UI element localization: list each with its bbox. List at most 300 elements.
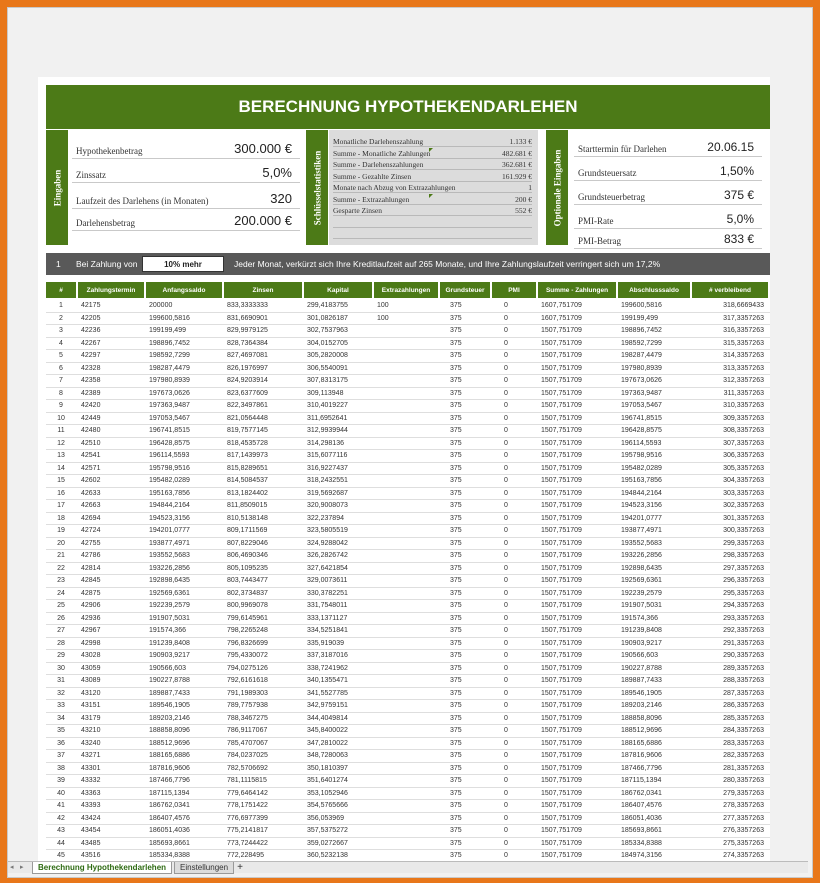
table-cell[interactable]: 1507,751709 xyxy=(541,689,582,697)
table-cell[interactable]: 292,3357263 xyxy=(723,627,764,634)
table-cell[interactable]: 189887,7433 xyxy=(149,689,190,697)
table-cell[interactable]: 190903,9217 xyxy=(149,652,190,659)
table-cell[interactable]: 305,3357263 xyxy=(723,464,764,472)
table-cell[interactable]: 42 xyxy=(57,814,65,822)
table-cell[interactable]: 190903,9217 xyxy=(621,639,662,647)
table-cell[interactable]: 188858,8096 xyxy=(149,727,190,734)
table-cell[interactable]: 310,3357263 xyxy=(723,402,764,409)
table-cell[interactable]: 304,0152705 xyxy=(307,339,348,347)
table-cell[interactable]: 0 xyxy=(504,764,508,772)
table-cell[interactable]: 303,3357263 xyxy=(723,489,764,497)
table-cell[interactable]: 279,3357263 xyxy=(723,789,764,797)
table-cell[interactable]: 194201,0777 xyxy=(621,514,662,522)
table-cell[interactable]: 311,6952641 xyxy=(307,414,348,422)
table-cell[interactable]: 350,1810397 xyxy=(307,764,348,772)
table-cell[interactable]: 192569,6361 xyxy=(149,589,190,597)
table-cell[interactable]: 194523,3156 xyxy=(149,514,190,522)
table-cell[interactable]: 44 xyxy=(57,839,65,847)
table-cell[interactable]: 317,3357263 xyxy=(723,314,764,322)
column-header[interactable]: # verbleibend xyxy=(692,282,768,298)
table-cell[interactable]: 815,8289651 xyxy=(227,464,268,472)
table-cell[interactable]: 344,4049814 xyxy=(307,714,348,722)
table-cell[interactable]: 0 xyxy=(504,789,508,797)
table-cell[interactable]: 0 xyxy=(504,389,508,397)
table-cell[interactable]: 293,3357263 xyxy=(723,614,764,622)
table-cell[interactable]: 39 xyxy=(57,777,65,784)
table-cell[interactable]: 301,3357263 xyxy=(723,514,764,522)
table-cell[interactable]: 776,6977399 xyxy=(227,814,268,822)
table-cell[interactable]: 1607,751709 xyxy=(541,302,582,309)
table-cell[interactable]: 197980,8939 xyxy=(149,377,190,384)
table-cell[interactable]: 42480 xyxy=(81,427,101,434)
table-cell[interactable]: 375 xyxy=(450,752,462,759)
table-cell[interactable]: 192898,6435 xyxy=(621,564,662,572)
table-cell[interactable]: 42906 xyxy=(81,602,101,609)
table-cell[interactable]: 40 xyxy=(57,789,65,797)
table-cell[interactable]: 1507,751709 xyxy=(541,464,582,472)
table-cell[interactable]: 187466,7796 xyxy=(621,764,662,772)
column-header[interactable]: Anfangssaldo xyxy=(146,282,222,298)
table-cell[interactable]: 347,2810022 xyxy=(307,739,348,747)
table-cell[interactable]: 773,7244422 xyxy=(227,839,268,847)
table-cell[interactable]: 192898,6435 xyxy=(149,577,190,584)
table-cell[interactable]: 195482,0289 xyxy=(621,464,662,472)
table-cell[interactable]: 195798,9516 xyxy=(621,452,662,459)
extra-payment-input[interactable]: 10% mehr xyxy=(142,256,224,272)
table-cell[interactable]: 1507,751709 xyxy=(541,739,582,747)
table-cell[interactable]: 43424 xyxy=(81,814,101,822)
table-cell[interactable]: 375 xyxy=(450,514,462,522)
table-cell[interactable]: 0 xyxy=(504,652,508,659)
input-value[interactable]: 5,0% xyxy=(262,165,292,180)
add-sheet-icon[interactable]: + xyxy=(237,862,243,873)
table-cell[interactable]: 798,2265248 xyxy=(227,627,268,634)
table-cell[interactable]: 28 xyxy=(57,639,65,647)
table-cell[interactable]: 281,3357263 xyxy=(723,764,764,772)
table-cell[interactable]: 823,6377609 xyxy=(227,389,268,397)
table-cell[interactable]: 278,3357263 xyxy=(723,802,764,809)
table-cell[interactable]: 198896,7452 xyxy=(621,327,662,334)
table-cell[interactable]: 26 xyxy=(57,614,65,622)
table-cell[interactable]: 818,4535728 xyxy=(227,439,268,447)
table-cell[interactable]: 276,3357263 xyxy=(723,827,764,834)
table-cell[interactable]: 304,3357263 xyxy=(723,477,764,484)
table-cell[interactable]: 353,1052946 xyxy=(307,789,348,797)
table-cell[interactable]: 0 xyxy=(504,852,508,859)
table-cell[interactable]: 791,1989303 xyxy=(227,689,268,697)
column-header[interactable]: Extrazahlungen xyxy=(374,282,438,298)
table-cell[interactable]: 195163,7856 xyxy=(621,477,662,484)
table-cell[interactable]: 294,3357263 xyxy=(723,602,764,609)
table-cell[interactable]: 782,5706692 xyxy=(227,764,268,772)
table-cell[interactable]: 43393 xyxy=(81,802,101,809)
table-cell[interactable]: 1507,751709 xyxy=(541,389,582,397)
table-cell[interactable]: 187816,9606 xyxy=(621,752,662,759)
table-cell[interactable]: 1507,751709 xyxy=(541,614,582,622)
table-cell[interactable]: 42998 xyxy=(81,639,101,647)
table-cell[interactable]: 196741,8515 xyxy=(149,427,190,434)
table-cell[interactable]: 12 xyxy=(57,439,65,447)
table-cell[interactable]: 828,7364384 xyxy=(227,339,268,347)
optional-value[interactable]: 1,50% xyxy=(719,164,754,178)
table-cell[interactable]: 41 xyxy=(57,802,65,809)
table-cell[interactable]: 284,3357263 xyxy=(723,727,764,734)
table-cell[interactable]: 6 xyxy=(59,364,63,372)
table-cell[interactable]: 24 xyxy=(57,589,65,597)
table-cell[interactable]: 0 xyxy=(504,327,508,334)
table-cell[interactable]: 32 xyxy=(57,689,65,697)
table-cell[interactable]: 193552,5683 xyxy=(621,539,662,547)
table-cell[interactable]: 42755 xyxy=(81,539,101,547)
table-cell[interactable]: 288,3357263 xyxy=(723,677,764,684)
table-cell[interactable]: 13 xyxy=(57,452,65,459)
table-cell[interactable]: 274,3357263 xyxy=(723,852,764,859)
table-cell[interactable]: 36 xyxy=(57,739,65,747)
table-cell[interactable]: 191239,8408 xyxy=(149,639,190,647)
table-cell[interactable]: 375 xyxy=(450,727,462,734)
table-cell[interactable]: 43516 xyxy=(81,852,101,859)
table-cell[interactable]: 197363,9487 xyxy=(149,402,190,409)
table-cell[interactable]: 0 xyxy=(504,302,508,309)
optional-value[interactable]: 375 € xyxy=(723,188,754,202)
table-cell[interactable]: 42389 xyxy=(81,389,101,397)
table-cell[interactable]: 25 xyxy=(57,602,65,609)
table-cell[interactable]: 1507,751709 xyxy=(541,714,582,722)
table-cell[interactable]: 805,1095235 xyxy=(227,564,268,572)
table-cell[interactable]: 375 xyxy=(450,302,462,309)
table-cell[interactable]: 312,9939944 xyxy=(307,427,348,434)
table-cell[interactable]: 333,1371127 xyxy=(307,614,348,622)
table-cell[interactable]: 42814 xyxy=(81,564,101,572)
table-cell[interactable]: 191907,5031 xyxy=(149,614,190,622)
column-header[interactable]: PMI xyxy=(492,282,536,298)
table-cell[interactable]: 190227,8788 xyxy=(621,664,662,672)
table-cell[interactable]: 0 xyxy=(504,727,508,734)
table-cell[interactable]: 0 xyxy=(504,664,508,672)
table-cell[interactable]: 193226,2856 xyxy=(621,552,662,559)
table-cell[interactable]: 306,5540091 xyxy=(307,364,348,372)
table-cell[interactable]: 186407,4576 xyxy=(621,802,662,809)
table-cell[interactable]: 0 xyxy=(504,502,508,509)
table-cell[interactable]: 313,3357263 xyxy=(723,364,764,372)
table-cell[interactable]: 375 xyxy=(450,614,462,622)
table-cell[interactable]: 315,6077116 xyxy=(307,452,348,459)
table-cell[interactable]: 0 xyxy=(504,314,508,322)
table-cell[interactable]: 187816,9606 xyxy=(149,764,190,772)
table-cell[interactable]: 1507,751709 xyxy=(541,777,582,784)
table-cell[interactable]: 375 xyxy=(450,739,462,747)
tab-scroll-left-icon[interactable]: ◂ xyxy=(10,864,14,871)
table-cell[interactable]: 185693,8661 xyxy=(621,827,662,834)
table-cell[interactable]: 42633 xyxy=(81,489,101,497)
column-header[interactable]: Abschlusssaldo xyxy=(618,282,690,298)
table-cell[interactable]: 22 xyxy=(57,564,65,572)
table-cell[interactable]: 194523,3156 xyxy=(621,502,662,509)
table-cell[interactable]: 189546,1905 xyxy=(149,702,190,709)
table-cell[interactable]: 788,3467275 xyxy=(227,714,268,722)
table-cell[interactable]: 298,3357263 xyxy=(723,552,764,559)
table-cell[interactable]: 275,3357263 xyxy=(723,839,764,847)
table-cell[interactable]: 43454 xyxy=(81,827,101,834)
table-cell[interactable]: 291,3357263 xyxy=(723,639,764,647)
table-cell[interactable]: 781,1115815 xyxy=(227,777,267,784)
table-cell[interactable]: 43179 xyxy=(81,714,101,722)
table-cell[interactable]: 17 xyxy=(57,502,65,509)
table-cell[interactable]: 1507,751709 xyxy=(541,677,582,684)
table-cell[interactable]: 282,3357263 xyxy=(723,752,764,759)
table-cell[interactable]: 822,3497861 xyxy=(227,402,268,409)
table-cell[interactable]: 827,4697081 xyxy=(227,352,268,359)
table-cell[interactable]: 821,0564448 xyxy=(227,414,268,422)
table-cell[interactable]: 42724 xyxy=(81,527,101,534)
table-cell[interactable]: 806,4690346 xyxy=(227,552,268,559)
table-cell[interactable]: 0 xyxy=(504,802,508,809)
table-cell[interactable]: 42541 xyxy=(81,452,101,459)
table-cell[interactable]: 2 xyxy=(59,314,63,322)
table-cell[interactable]: 810,5138148 xyxy=(227,514,268,522)
table-cell[interactable]: 329,0073611 xyxy=(307,577,348,584)
table-cell[interactable]: 375 xyxy=(450,314,462,322)
table-cell[interactable]: 193552,5683 xyxy=(149,552,190,559)
table-cell[interactable]: 198896,7452 xyxy=(149,339,190,347)
table-cell[interactable]: 186762,0341 xyxy=(621,789,662,797)
table-cell[interactable]: 20 xyxy=(57,539,65,547)
table-cell[interactable]: 0 xyxy=(504,477,508,484)
table-cell[interactable]: 0 xyxy=(504,452,508,459)
table-cell[interactable]: 826,1976997 xyxy=(227,364,268,372)
table-cell[interactable]: 43240 xyxy=(81,739,101,747)
column-header[interactable]: Summe - Zahlungen xyxy=(538,282,616,298)
table-cell[interactable]: 196114,5593 xyxy=(621,439,662,447)
table-cell[interactable]: 43301 xyxy=(81,764,101,772)
tab-berechnung[interactable]: Berechnung Hypothekendarlehen xyxy=(32,862,172,874)
table-cell[interactable]: 375 xyxy=(450,839,462,847)
table-cell[interactable]: 196114,5593 xyxy=(149,452,190,459)
table-cell[interactable]: 1507,751709 xyxy=(541,839,582,847)
table-cell[interactable]: 0 xyxy=(504,814,508,822)
table-cell[interactable]: 33 xyxy=(57,702,65,709)
table-cell[interactable]: 1507,751709 xyxy=(541,602,582,609)
table-cell[interactable]: 42875 xyxy=(81,589,101,597)
table-cell[interactable]: 43485 xyxy=(81,839,101,847)
table-cell[interactable]: 0 xyxy=(504,702,508,709)
table-cell[interactable]: 43 xyxy=(57,827,65,834)
table-cell[interactable]: 0 xyxy=(504,839,508,847)
table-cell[interactable]: 301,0826187 xyxy=(307,314,348,322)
table-cell[interactable]: 43332 xyxy=(81,777,101,784)
input-value[interactable]: 320 xyxy=(270,191,292,206)
table-cell[interactable]: 0 xyxy=(504,677,508,684)
table-cell[interactable]: 1 xyxy=(59,302,63,309)
table-cell[interactable]: 310,4019227 xyxy=(307,402,348,409)
table-cell[interactable]: 0 xyxy=(504,589,508,597)
tab-einstellungen[interactable]: Einstellungen xyxy=(174,862,234,874)
table-cell[interactable]: 43028 xyxy=(81,652,101,659)
table-cell[interactable]: 42571 xyxy=(81,464,101,472)
table-cell[interactable]: 193226,2856 xyxy=(149,564,190,572)
table-cell[interactable]: 42786 xyxy=(81,552,101,559)
table-cell[interactable]: 375 xyxy=(450,452,462,459)
table-cell[interactable]: 277,3357263 xyxy=(723,814,764,822)
table-cell[interactable]: 11 xyxy=(57,427,65,434)
table-cell[interactable]: 192569,6361 xyxy=(621,577,662,584)
table-cell[interactable]: 8 xyxy=(59,389,63,397)
table-cell[interactable]: 0 xyxy=(504,739,508,747)
table-cell[interactable]: 351,6401274 xyxy=(307,777,348,784)
tab-scroll-right-icon[interactable]: ▸ xyxy=(20,864,24,871)
table-cell[interactable]: 319,5692687 xyxy=(307,489,348,497)
table-cell[interactable]: 795,4330072 xyxy=(227,652,268,659)
table-cell[interactable]: 375 xyxy=(450,489,462,497)
table-cell[interactable]: 309,3357263 xyxy=(723,414,764,422)
column-header[interactable]: Grundsteuer xyxy=(440,282,490,298)
table-cell[interactable]: 375 xyxy=(450,589,462,597)
table-cell[interactable]: 357,5375272 xyxy=(307,827,348,834)
table-cell[interactable]: 375 xyxy=(450,852,462,859)
table-cell[interactable]: 197053,5467 xyxy=(621,402,662,409)
optional-value[interactable]: 5,0% xyxy=(726,212,754,226)
table-cell[interactable]: 356,053969 xyxy=(307,814,344,822)
table-cell[interactable]: 1507,751709 xyxy=(541,327,582,334)
table-cell[interactable]: 817,1439973 xyxy=(227,452,268,459)
table-cell[interactable]: 334,5251841 xyxy=(307,627,348,634)
table-cell[interactable]: 199600,5816 xyxy=(149,314,190,322)
table-cell[interactable]: 190566,603 xyxy=(149,664,186,672)
table-cell[interactable]: 42297 xyxy=(81,352,101,359)
table-cell[interactable]: 186051,4036 xyxy=(621,814,662,822)
table-cell[interactable]: 100 xyxy=(377,314,389,322)
table-cell[interactable]: 5 xyxy=(59,352,63,359)
table-cell[interactable]: 1507,751709 xyxy=(541,514,582,522)
table-cell[interactable]: 23 xyxy=(57,577,65,584)
table-cell[interactable]: 1507,751709 xyxy=(541,527,582,534)
table-cell[interactable]: 811,8509015 xyxy=(227,502,268,509)
table-cell[interactable]: 42663 xyxy=(81,502,101,509)
table-cell[interactable]: 190566,603 xyxy=(621,652,658,659)
table-cell[interactable]: 42205 xyxy=(81,314,101,322)
table-cell[interactable]: 199600,5816 xyxy=(621,302,662,309)
column-header[interactable]: Zahlungstermin xyxy=(78,282,144,298)
table-cell[interactable]: 375 xyxy=(450,377,462,384)
table-cell[interactable]: 1507,751709 xyxy=(541,539,582,547)
table-cell[interactable]: 0 xyxy=(504,352,508,359)
column-header[interactable]: Zinsen xyxy=(224,282,302,298)
table-cell[interactable]: 191907,5031 xyxy=(621,602,662,609)
table-cell[interactable]: 809,1711569 xyxy=(227,527,268,534)
table-cell[interactable]: 307,8313175 xyxy=(307,377,348,384)
table-cell[interactable]: 1507,751709 xyxy=(541,339,582,347)
table-cell[interactable]: 43271 xyxy=(81,752,101,759)
table-cell[interactable]: 42328 xyxy=(81,364,101,372)
table-cell[interactable]: 42175 xyxy=(81,302,101,309)
table-cell[interactable]: 0 xyxy=(504,402,508,409)
table-cell[interactable]: 785,4707067 xyxy=(227,739,268,747)
table-cell[interactable]: 195163,7856 xyxy=(149,489,190,497)
table-cell[interactable]: 1507,751709 xyxy=(541,639,582,647)
table-cell[interactable]: 190227,8788 xyxy=(149,677,190,684)
table-cell[interactable]: 1507,751709 xyxy=(541,364,582,372)
table-cell[interactable]: 297,3357263 xyxy=(723,564,764,572)
table-cell[interactable]: 197053,5467 xyxy=(149,414,190,422)
table-cell[interactable]: 375 xyxy=(450,477,462,484)
table-cell[interactable]: 184974,3156 xyxy=(621,852,662,859)
table-cell[interactable]: 42967 xyxy=(81,627,101,634)
table-cell[interactable]: 15 xyxy=(57,477,65,484)
table-cell[interactable]: 198287,4479 xyxy=(621,352,662,359)
table-cell[interactable]: 0 xyxy=(504,577,508,584)
table-cell[interactable]: 287,3357263 xyxy=(723,689,764,697)
table-cell[interactable]: 0 xyxy=(504,527,508,534)
table-cell[interactable]: 375 xyxy=(450,764,462,772)
table-cell[interactable]: 10 xyxy=(57,414,65,422)
table-cell[interactable]: 375 xyxy=(450,552,462,559)
table-cell[interactable]: 35 xyxy=(57,727,65,734)
table-cell[interactable]: 306,3357263 xyxy=(723,452,764,459)
table-cell[interactable]: 185334,8388 xyxy=(621,839,662,847)
table-cell[interactable]: 1507,751709 xyxy=(541,502,582,509)
table-cell[interactable]: 1507,751709 xyxy=(541,827,582,834)
table-cell[interactable]: 375 xyxy=(450,327,462,334)
table-cell[interactable]: 375 xyxy=(450,577,462,584)
table-cell[interactable]: 0 xyxy=(504,464,508,472)
table-cell[interactable]: 375 xyxy=(450,777,462,784)
table-cell[interactable]: 375 xyxy=(450,439,462,447)
table-cell[interactable]: 34 xyxy=(57,714,65,722)
table-cell[interactable]: 197673,0626 xyxy=(621,377,662,384)
table-cell[interactable]: 375 xyxy=(450,802,462,809)
table-cell[interactable]: 341,5527785 xyxy=(307,689,348,697)
table-cell[interactable]: 1507,751709 xyxy=(541,664,582,672)
table-cell[interactable]: 833,3333333 xyxy=(227,302,268,309)
table-cell[interactable]: 286,3357263 xyxy=(723,702,764,709)
table-cell[interactable]: 375 xyxy=(450,364,462,372)
table-cell[interactable]: 198287,4479 xyxy=(149,364,190,372)
table-cell[interactable]: 42602 xyxy=(81,477,101,484)
table-cell[interactable]: 375 xyxy=(450,339,462,347)
table-cell[interactable]: 1507,751709 xyxy=(541,852,582,859)
table-cell[interactable]: 375 xyxy=(450,714,462,722)
table-cell[interactable]: 1507,751709 xyxy=(541,814,582,822)
table-cell[interactable]: 302,3357263 xyxy=(723,502,764,509)
table-cell[interactable]: 819,7577145 xyxy=(227,427,268,434)
table-cell[interactable]: 338,7241962 xyxy=(307,664,348,672)
table-cell[interactable]: 375 xyxy=(450,702,462,709)
table-cell[interactable]: 0 xyxy=(504,714,508,722)
table-cell[interactable]: 375 xyxy=(450,602,462,609)
table-cell[interactable]: 185334,8388 xyxy=(149,852,190,859)
table-cell[interactable]: 16 xyxy=(57,489,65,497)
table-cell[interactable]: 824,9203914 xyxy=(227,377,268,384)
table-cell[interactable]: 199199,499 xyxy=(621,314,658,322)
table-cell[interactable]: 42420 xyxy=(81,402,101,409)
optional-value[interactable]: 833 € xyxy=(723,232,754,246)
table-cell[interactable]: 195482,0289 xyxy=(149,477,190,484)
table-cell[interactable]: 42936 xyxy=(81,614,101,622)
table-cell[interactable]: 9 xyxy=(59,402,63,409)
table-cell[interactable]: 335,919039 xyxy=(307,639,344,647)
table-cell[interactable]: 309,113948 xyxy=(307,389,344,397)
table-cell[interactable]: 188858,8096 xyxy=(621,714,662,722)
table-cell[interactable]: 375 xyxy=(450,527,462,534)
table-cell[interactable]: 280,3357263 xyxy=(723,777,764,784)
table-cell[interactable]: 796,8326699 xyxy=(227,639,268,647)
table-cell[interactable]: 43151 xyxy=(81,702,101,709)
table-cell[interactable]: 318,6669433 xyxy=(723,302,764,309)
table-cell[interactable]: 375 xyxy=(450,627,462,634)
table-cell[interactable]: 312,3357263 xyxy=(723,377,764,384)
table-cell[interactable]: 43210 xyxy=(81,727,101,734)
table-cell[interactable]: 197980,8939 xyxy=(621,364,662,372)
